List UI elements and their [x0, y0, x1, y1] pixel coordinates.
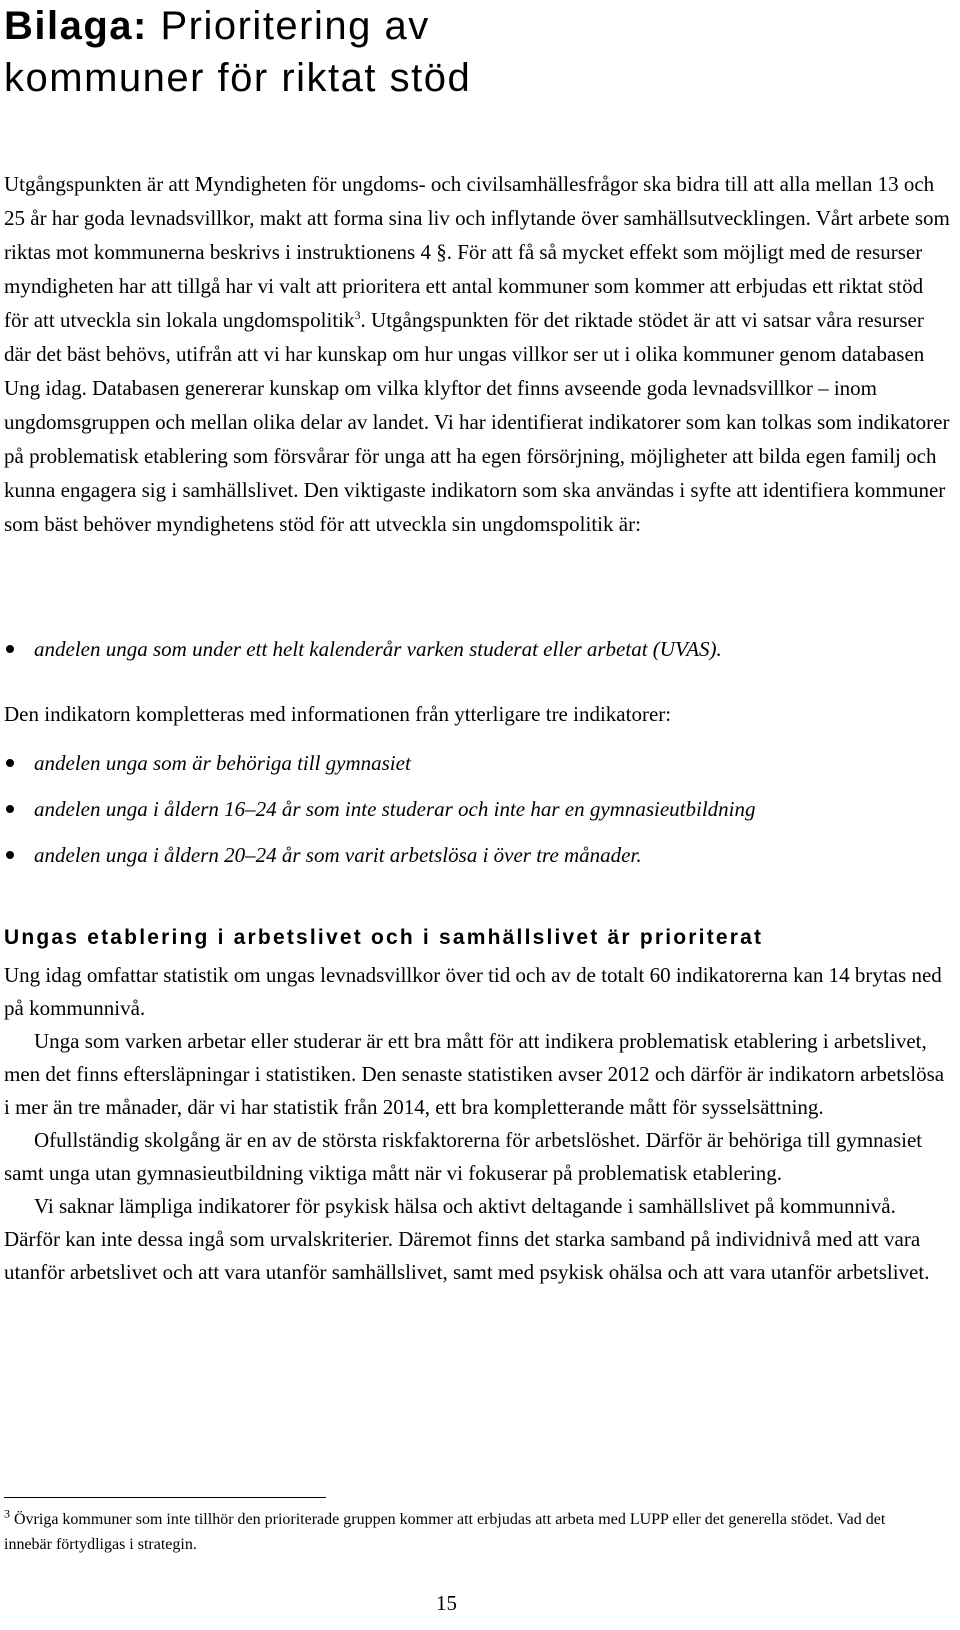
footnote-reference[interactable]: 3	[354, 308, 361, 322]
section-body	[4, 959, 950, 1289]
list-item-text: andelen unga som är behöriga till gymnasiet	[34, 751, 411, 775]
footnote-number: 3	[4, 1506, 10, 1521]
intro-paragraph	[4, 167, 950, 541]
list-item	[4, 740, 950, 786]
footnote	[4, 1507, 904, 1557]
list-item-text: andelen unga i åldern 16–24 år som inte studerar och inte har en gymnasieutbildning	[34, 797, 756, 821]
page-number: 15	[436, 1591, 457, 1615]
complement-indicator-list	[4, 740, 950, 878]
list-item	[4, 832, 950, 878]
title-label: Bilaga:	[4, 4, 148, 48]
complement-intro: Den indikatorn kompletteras med informationen från ytterligare tre indikatorer:	[4, 702, 672, 726]
footnote-text: Övriga kommuner som inte tillhör den prioriterade gruppen kommer att erbjudas att arbeta med LUPP eller det generella stödet. Vad det innebär förtydligas i strategin.	[4, 1511, 886, 1553]
bullet-icon	[6, 851, 14, 859]
list-item	[4, 786, 950, 832]
primary-indicator-list	[4, 626, 950, 672]
section-paragraph: Ung idag omfattar statistik om ungas levnadsvillkor över tid och av de totalt 60 indikatorerna kan 14 brytas ned på kommunnivå.	[4, 963, 942, 1020]
section-heading: Ungas etablering i arbetslivet och i samhällslivet är prioriterat	[4, 926, 764, 949]
title-text: Prioritering av kommuner för riktat stöd	[4, 4, 472, 100]
bullet-icon	[6, 645, 14, 653]
list-item	[4, 626, 950, 672]
page-title	[4, 0, 624, 104]
footnote-divider	[4, 1497, 326, 1498]
bullet-icon	[6, 759, 14, 767]
list-item-text: andelen unga som under ett helt kalenderår varken studerat eller arbetat (UVAS).	[34, 637, 722, 661]
section-paragraph: Unga som varken arbetar eller studerar är ett bra mått för att indikera problematisk etablering i arbetslivet, men det finns eftersläpningar i statistiken. Den senaste statistiken avser 2012 och därför är indikatorn arbetslösa i mer än tre månader, där vi har statistik från 2014, ett bra kompletterande mått för sysselsättning.	[4, 1029, 945, 1119]
section-paragraph: Vi saknar lämpliga indikatorer för psykisk hälsa och aktivt deltagande i samhällslivet på kommunnivå. Därför kan inte dessa ingå som urvalskriterier. Däremot finns det starka samband på individnivå med att vara utanför arbetslivet och att vara utanför samhällslivet, samt med psykisk ohälsa och att vara utanför arbetslivet.	[4, 1194, 930, 1284]
bullet-icon	[6, 805, 14, 813]
intro-text-part1: Utgångspunkten är att Myndigheten för ungdoms- och civilsamhällesfrågor ska bidra till att alla mellan 13 och 25 år har goda levnadsvillkor, makt att forma sina liv och inflytande över samhällsutvecklingen. Vårt arbete som riktas mot kommunerna beskrivs i instruktionens 4 §. För att få så mycket effekt som möjligt med de resurser myndigheten har att tillgå har vi valt att prioritera ett antal kommuner som kommer att erbjudas ett riktat stöd för att utveckla sin lokala ungdomspolitik	[4, 172, 950, 332]
list-item-text: andelen unga i åldern 20–24 år som varit arbetslösa i över tre månader.	[34, 843, 642, 867]
intro-text-part2: . Utgångspunkten för det riktade stödet är att vi satsar våra resurser där det bäst behövs, utifrån att vi har kunskap om hur ungas villkor ser ut i olika kommuner genom databasen Ung idag. Databasen genererar kunskap om vilka klyftor det finns avseende goda levnadsvillkor – inom ungdomsgruppen och mellan olika delar av landet. Vi har identifierat indikatorer som kan tolkas som indikatorer på problematisk etablering som försvårar för unga att ha egen försörjning, möjligheter att bilda egen familj och kunna engagera sig i samhällslivet. Den viktigaste indikatorn som ska användas i syfte att identifiera kommuner som bäst behöver myndighetens stöd för att utveckla sin ungdomspolitik är:	[4, 308, 950, 536]
section-paragraph: Ofullständig skolgång är en av de största riskfaktorerna för arbetslöshet. Därför är behöriga till gymnasiet samt unga utan gymnasieutbildning viktiga mått när vi fokuserar på problematisk etablering.	[4, 1128, 923, 1185]
